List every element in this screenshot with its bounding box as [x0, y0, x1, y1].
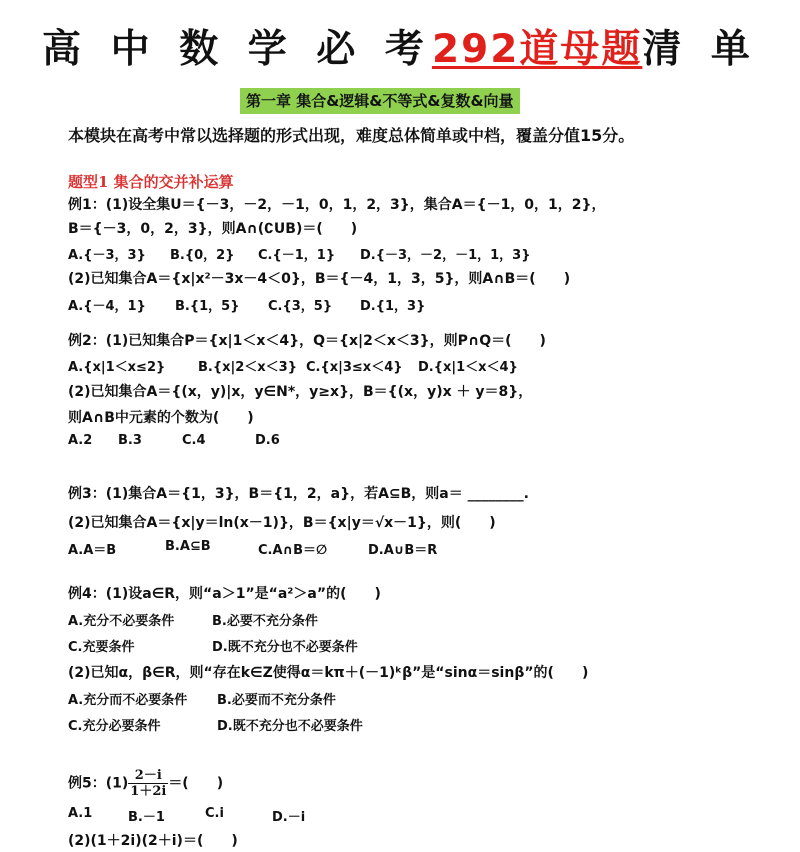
- ex2-line2: (2)已知集合A＝{(x，y)|x，y∈N*，y≥x}，B＝{(x，y)x ＋ y＝8}，: [68, 384, 533, 400]
- ex3-opt-d: D.A∪B＝R: [368, 543, 438, 558]
- chapter-heading: 第一章 集合&逻辑&不等式&复数&向量: [240, 88, 520, 114]
- ex4-opt2-a: A.充分而不必要条件: [68, 693, 188, 708]
- page-title: [0, 18, 800, 74]
- ex1-opt-c: C.{－1，1}: [258, 248, 336, 263]
- ex2-opt2-c: C.4: [182, 433, 206, 448]
- ex3-opt-b: B.A⊆B: [165, 539, 211, 554]
- ex4-opt2-b: B.必要而不充分条件: [217, 693, 336, 708]
- ex3-line2: (2)已知集合A＝{x|y＝ln(x－1)}，B＝{x|y＝√x－1}，则( ): [68, 515, 496, 531]
- ex4-line1: 例4：(1)设a∈R，则“a＞1”是“a²＞a”的( ): [68, 586, 381, 602]
- ex4-opt2-c: C.充分必要条件: [68, 719, 161, 734]
- ex5-suffix: ＝( ): [168, 775, 224, 792]
- intro-text: 本模块在高考中常以选择题的形式出现，难度总体简单或中档，覆盖分值15分。: [68, 126, 635, 145]
- ex2-opt-c: C.{x|3≤x＜4}: [306, 360, 403, 375]
- title-highlight: 292道母题: [431, 27, 643, 72]
- ex4-opt2-d: D.既不充分也不必要条件: [217, 719, 363, 734]
- ex2-opt2-d: D.6: [255, 433, 280, 448]
- ex5-frac-den: 1＋2i: [130, 784, 167, 799]
- ex1-line3: (2)已知集合A＝{x|x²－3x－4＜0}，B＝{－4，1，3，5}，则A∩B＝( ): [68, 271, 571, 287]
- ex3-line1: 例3：(1)集合A＝{1，3}，B＝{1，2，a}，若A⊆B，则a＝ ________.: [68, 486, 529, 502]
- ex5-prefix: 例5：(1): [68, 775, 129, 792]
- ex4-opt-b: B.必要不充分条件: [212, 614, 318, 629]
- ex2-opt2-b: B.3: [118, 433, 142, 448]
- ex5-fraction: [128, 768, 168, 799]
- ex5-line2: (2)(1＋2i)(2＋i)＝( ): [68, 833, 238, 849]
- ex4-opt-d: D.既不充分也不必要条件: [212, 640, 358, 655]
- title-part1: 高 中 数 学 必 考: [42, 27, 432, 72]
- ex2-line1: 例2：(1)已知集合P＝{x|1＜x＜4}，Q＝{x|2＜x＜3}，则P∩Q＝( ): [68, 333, 546, 349]
- ex5-opt-c: C.i: [205, 806, 224, 821]
- ex2-opt-d: D.{x|1＜x＜4}: [418, 360, 518, 375]
- ex2-opt-b: B.{x|2＜x＜3}: [198, 360, 297, 375]
- title-part2: 清 单: [642, 27, 758, 72]
- ex1-opt2-c: C.{3，5}: [268, 299, 333, 314]
- ex2-opt-a: A.{x|1＜x≤2}: [68, 360, 166, 375]
- ex2-line3: 则A∩B中元素的个数为( ): [68, 410, 254, 426]
- section-heading-type1: 题型1 集合的交并补运算: [68, 173, 234, 191]
- ex1-line2: B＝{－3，0，2，3}，则A∩(∁UB)＝( ): [68, 221, 358, 237]
- ex5-opt-d: D.－i: [272, 810, 306, 825]
- ex3-opt-c: C.A∩B＝∅: [258, 543, 328, 558]
- ex5-line1: [68, 768, 223, 799]
- ex5-opt-a: A.1: [68, 806, 93, 821]
- ex5-opt-b: B.－1: [128, 810, 165, 825]
- ex4-opt-c: C.充要条件: [68, 640, 135, 655]
- ex1-line1: 例1：(1)设全集U＝{－3，－2，－1，0，1，2，3}，集合A＝{－1，0，1，2}，: [68, 197, 606, 213]
- ex3-opt-a: A.A＝B: [68, 543, 117, 558]
- ex4-line2: (2)已知α，β∈R，则“存在k∈Z使得α＝kπ＋(－1)ᵏβ”是“sinα＝sinβ”的( ): [68, 665, 589, 681]
- ex1-opt2-b: B.{1，5}: [175, 299, 240, 314]
- ex1-opt-b: B.{0，2}: [170, 248, 235, 263]
- ex5-frac-num: 2－i: [128, 768, 168, 784]
- ex1-opt-a: A.{－3，3}: [68, 248, 146, 263]
- ex2-opt2-a: A.2: [68, 433, 93, 448]
- ex1-opt2-d: D.{1，3}: [360, 299, 426, 314]
- ex1-opt-d: D.{－3，－2，－1，1，3}: [360, 248, 531, 263]
- ex1-opt2-a: A.{－4，1}: [68, 299, 146, 314]
- ex4-opt-a: A.充分不必要条件: [68, 614, 175, 629]
